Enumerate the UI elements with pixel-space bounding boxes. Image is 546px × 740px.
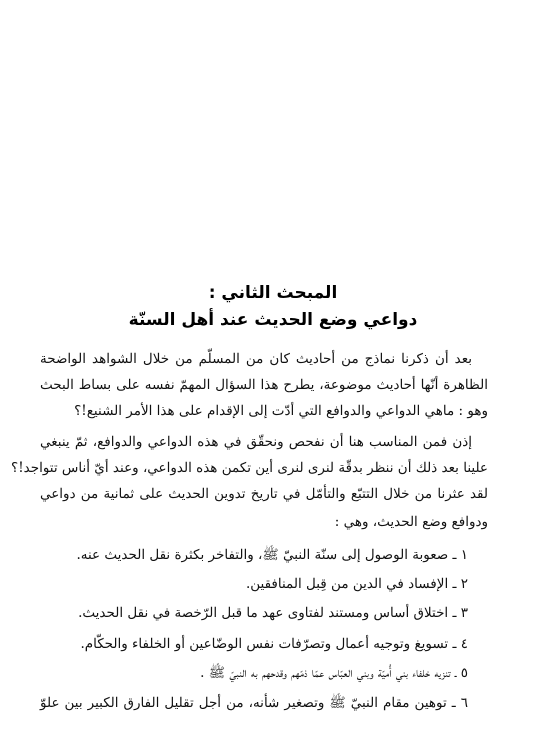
section-subtitle: دواعي وضع الحديث عند أهل السنّة xyxy=(128,310,418,330)
list-item-3: ٣ ـ اختلاق أساس ومستند لفتاوى عهد ما قبل الرّخصة في نقل الحديث. xyxy=(78,605,468,621)
body-line-3: وهو : ماهي الدواعي والدوافع التي أدّت إلى الإقدام على هذا الأمر الشنيع!؟ xyxy=(74,403,488,419)
list-item-5: ٥ ـ تنزيه خلفاء بني أُميّة وبني العبّاس عمّا ذمّهم وقدحهم به النبيّ ﷺ . xyxy=(200,665,468,681)
body-line-6: لقد عثرنا من خلال التتبّع والتأمّل في تاريخ تدوين الحديث على ثمانية من دواعي xyxy=(40,486,488,502)
list-item-6: ٦ ـ توهين مقام النبيّ ﷺ وتصغير شأنه، من أجل تقليل الفارق الكبير بين علوّ xyxy=(40,695,468,711)
body-line-4: إذن فمن المناسب هنا أن نفحص ونحقّق في هذه الدواعي والدوافع، ثمّ ينبغي xyxy=(40,434,472,450)
list-item-4: ٤ ـ تسويغ وتوجيه أعمال وتصرّفات نفس الوضّاعين أو الخلفاء والحكّام. xyxy=(80,636,468,652)
list-item-2: ٢ ـ الإفساد في الدين من قِبل المنافقين. xyxy=(245,576,468,592)
body-line-2: الظاهرة أنّها أحاديث موضوعة، يطرح هذا السؤال المهمّ نفسه على بساط البحث xyxy=(40,377,488,393)
body-line-7: ودوافع وضع الحديث، وهي : xyxy=(334,514,488,530)
body-line-5: علينا بعد ذلك أن ننظر بدقّة لنرى لنرى أين تكمن هذه الدواعي، وعند أيّ أناس تتواجد!؟ xyxy=(11,460,488,476)
section-title: المبحث الثاني : xyxy=(208,283,338,303)
body-line-1: بعد أن ذكرنا نماذج من أحاديث كان من المسلّم من خلال الشواهد الواضحة xyxy=(40,351,472,367)
list-item-1: ١ ـ صعوبة الوصول إلى سنّة النبيّ ﷺ، والتفاخر بكثرة نقل الحديث عنه. xyxy=(76,547,468,563)
